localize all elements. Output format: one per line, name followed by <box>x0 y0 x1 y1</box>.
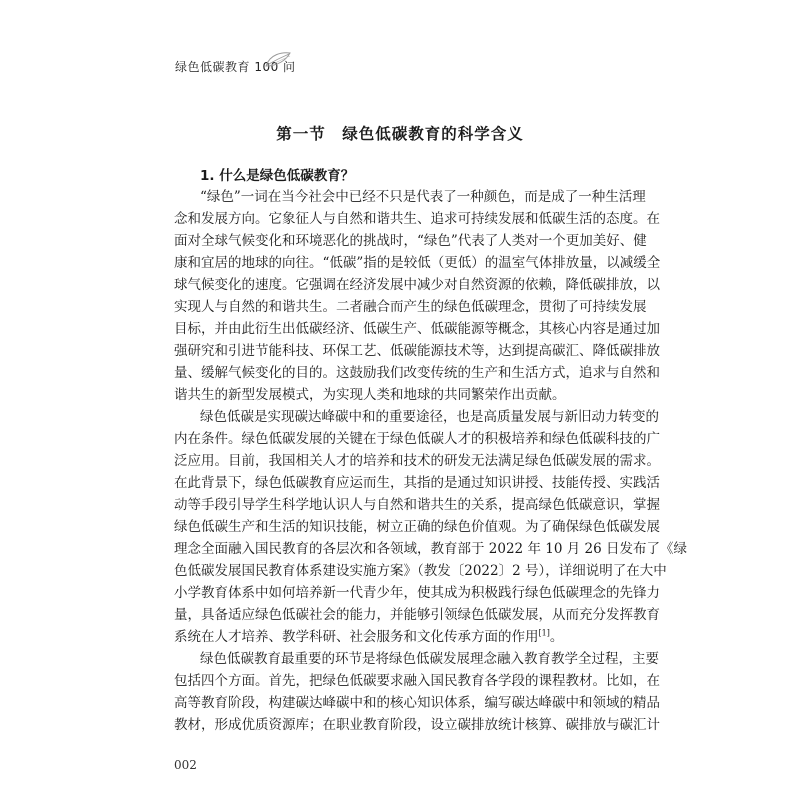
para1-line-9: 量、缓解气候变化的目的。这鼓励我们改变传统的生产和生活方式，追求与自然和 <box>174 365 660 381</box>
para2-line-11 <box>174 626 621 648</box>
para1-line-3: 面对全球气候变化和环境恶化的挑战时，“绿色”代表了人类对一个更加美好、健 <box>174 233 647 249</box>
para1-line-6: 实现人与自然的和谐共生。二者融合而产生的绿色低碳理念，贯彻了可持续发展 <box>174 299 647 315</box>
para3-line-4: 教材，形成优质资源库；在职业教育阶段，设立碳排放统计核算、碳排放与碳汇计 <box>174 717 660 733</box>
para2-line-7: 理念全面融入国民教育的各层次和各领域，教育部于 2022 年 10 月 26 日发布了《绿 <box>174 541 687 557</box>
para1-line-8: 强研究和引进节能科技、环保工艺、低碳能源技术等，达到提高碳汇、降低碳排放 <box>174 343 660 359</box>
para2-line-1: 绿色低碳是实现碳达峰碳中和的重要途径，也是高质量发展与新旧动力转变的 <box>200 409 659 425</box>
book-title: 绿色低碳教育 100 问 <box>175 60 296 74</box>
para2-line-8: 色低碳发展国民教育体系建设实施方案》（教发〔2022〕2 号），详细说明了在大中 <box>174 563 667 579</box>
para2-line-11-tail: 。 <box>549 629 564 645</box>
para3-line-2: 包括四个方面。首先，把绿色低碳要求融入国民教育各学段的课程教材。比如，在 <box>174 673 660 689</box>
para2-line-10: 量，具备适应绿色低碳社会的能力，并能够引领绿色低碳发展，从而充分发挥教育 <box>174 607 660 623</box>
para3-line-1: 绿色低碳教育最重要的环节是将绿色低碳发展理念融入教育教学全过程，主要 <box>200 651 659 667</box>
page-number: 002 <box>174 758 197 772</box>
para1-line-2: 念和发展方向。它象征人与自然和谐共生、追求可持续发展和低碳生活的态度。在 <box>174 211 660 227</box>
leaf-icon <box>264 50 292 70</box>
para2-line-5: 动等手段引导学生科学地认识人与自然和谐共生的关系，提高绿色低碳意识，掌握 <box>174 497 660 513</box>
para1-line-10: 谐共生的新型发展模式，为实现人类和地球的共同繁荣作出贡献。 <box>174 387 566 403</box>
para3-line-3: 高等教育阶段，构建碳达峰碳中和的核心知识体系，编写碳达峰碳中和领域的精品 <box>174 695 660 711</box>
para1-line-1: “绿色”一词在当今社会中已经不只是代表了一种颜色，而是成了一种生活理 <box>200 189 646 205</box>
section-title: 第一节 绿色低碳教育的科学含义 <box>276 125 524 143</box>
para2-line-11-text: 系统在人才培养、教学科研、社会服务和文化传承方面的作用 <box>174 629 539 645</box>
para1-line-4: 康和宜居的地球的向往。“低碳”指的是较低（更低）的温室气体排放量，以减缓全 <box>174 255 661 271</box>
para2-line-6: 绿色低碳生产和生活的知识技能，树立正确的绿色价值观。为了确保绿色低碳发展 <box>174 519 660 535</box>
para2-line-9: 小学教育体系中如何培养新一代青少年，使其成为积极践行绿色低碳理念的先锋力 <box>174 585 660 601</box>
para2-line-4: 在此背景下，绿色低碳教育应运而生，其指的是通过知识讲授、技能传授、实践活 <box>174 475 660 491</box>
para1-line-7: 目标，并由此衍生出低碳经济、低碳生产、低碳能源等概念，其核心内容是通过加 <box>174 321 660 337</box>
citation-marker[interactable]: [1] <box>538 628 550 638</box>
question-title: 1. 什么是绿色低碳教育？ <box>200 168 355 184</box>
para2-line-2: 内在条件。绿色低碳发展的关键在于绿色低碳人才的积极培养和绿色低碳科技的广 <box>174 431 660 447</box>
para2-line-3: 泛应用。目前，我国相关人才的培养和技术的研发无法满足绿色低碳发展的需求。 <box>174 453 660 469</box>
para1-line-5: 球气候变化的速度。它强调在经济发展中减少对自然资源的依赖，降低碳排放，以 <box>174 277 660 293</box>
